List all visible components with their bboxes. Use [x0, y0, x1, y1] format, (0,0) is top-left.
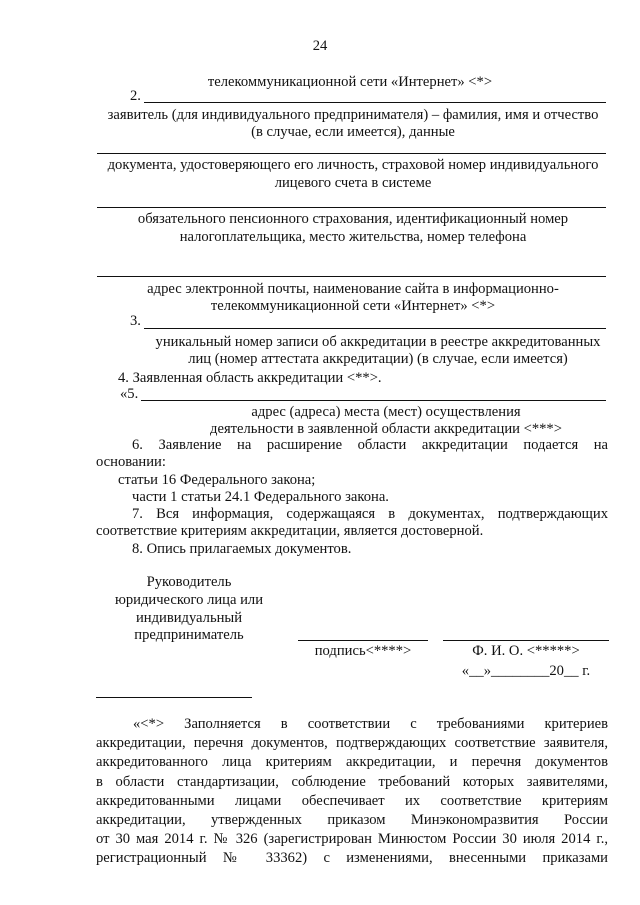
item2-caption-2: (в случае, если имеется), данные — [251, 124, 455, 140]
full-name-label: Ф. И. О. <*****> — [472, 643, 580, 659]
signatory-role-1: Руководитель — [146, 574, 232, 590]
contacts-caption-2: телекоммуникационной сети «Интернет» <*> — [210, 298, 496, 314]
item8-text: 8. Опись прилагаемых документов. — [132, 541, 352, 557]
fill-line-pension — [97, 207, 606, 208]
fill-line-contacts — [97, 276, 606, 277]
footnote-separator — [96, 697, 252, 698]
footnote-line-2: аккредитации, перечня документов, подтверждающих соответствие заявителя, — [96, 735, 608, 751]
item5-number: «5. — [120, 386, 139, 402]
identity-caption-2: лицевого счета в системе — [274, 175, 432, 191]
signature-label: подпись<****> — [314, 643, 412, 659]
item1-continuation: телекоммуникационной сети «Интернет» <*> — [207, 74, 493, 90]
footnote-line-5: аккредитованными лицами обеспечивает их соответствие критериям — [96, 793, 608, 809]
item7-line-2: соответствие критериям аккредитации, является достоверной. — [96, 523, 484, 539]
item5-caption-1: адрес (адреса) места (мест) осуществления — [251, 404, 521, 420]
item3-number: 3. — [130, 313, 141, 329]
fill-line-identity — [97, 153, 606, 154]
signatory-role-2: юридического лица или — [114, 592, 264, 608]
contacts-caption-1: адрес электронной почты, наименование сайта в информационно- — [147, 281, 559, 297]
item3-caption-2: лиц (номер аттестата аккредитации) (в случае, если имеется) — [188, 351, 568, 367]
date-line: «__»________20__ г. — [461, 663, 591, 679]
item3-caption-1: уникальный номер записи об аккредитации в реестре аккредитованных — [155, 334, 601, 350]
item7-line-1: 7. Вся информация, содержащаяся в документах, подтверждающих — [132, 506, 608, 522]
item3-fill-line — [144, 328, 606, 329]
item6-line-1: 6. Заявление на расширение области аккредитации подается на — [132, 437, 608, 453]
page-number: 24 — [312, 38, 328, 54]
footnote-line-1: «<*> Заполняется в соответствии с требованиями критериев — [133, 716, 608, 732]
item5-fill-line — [141, 400, 606, 401]
item4-text: 4. Заявленная область аккредитации <**>. — [118, 370, 382, 386]
footnote-line-7: от 30 мая 2014 г. № 326 (зарегистрирован Минюстом России 30 июля 2014 г., — [96, 831, 608, 847]
footnote-line-6: аккредитации, утвержденных приказом Минэкономразвития России — [96, 812, 608, 828]
item2-fill-line — [144, 102, 606, 103]
full-name-line — [443, 640, 609, 641]
item6-line-4: части 1 статьи 24.1 Федерального закона. — [132, 489, 389, 505]
signature-line — [298, 640, 428, 641]
signatory-role-4: предприниматель — [134, 627, 244, 643]
item6-line-3: статьи 16 Федерального закона; — [118, 472, 316, 488]
item5-caption-2: деятельности в заявленной области аккредитации <***> — [210, 421, 562, 437]
footnote-line-8: регистрационный № 33362) с изменениями, внесенными приказами — [96, 850, 608, 866]
item2-number: 2. — [130, 88, 141, 104]
item6-line-2: основании: — [96, 454, 166, 470]
item2-caption-1: заявитель (для индивидуального предпринимателя) – фамилия, имя и отчество — [107, 107, 599, 123]
signatory-role-3: индивидуальный — [135, 610, 243, 626]
footnote-line-4: в области стандартизации, соблюдение требований которых заявителями, — [96, 774, 608, 790]
pension-caption-1: обязательного пенсионного страхования, идентификационный номер — [137, 211, 569, 227]
footnote-line-3: аккредитованного лица критериям аккредитации, и перечня документов — [96, 754, 608, 770]
identity-caption-1: документа, удостоверяющего его личность, страховой номер индивидуального — [107, 157, 599, 173]
pension-caption-2: налогоплательщика, место жительства, номер телефона — [179, 229, 527, 245]
